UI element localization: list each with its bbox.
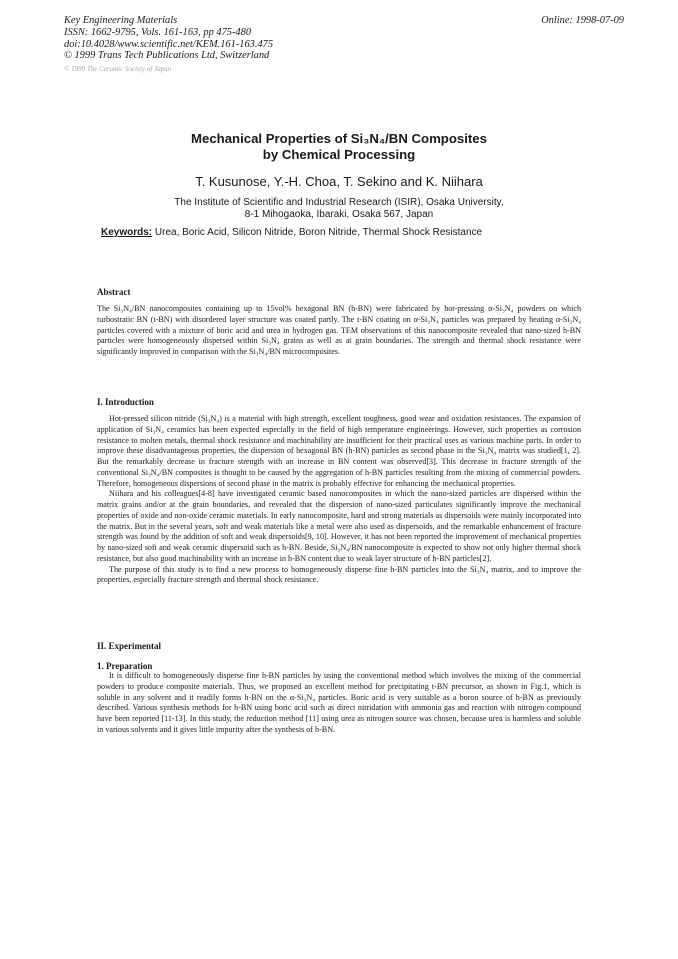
title-block [0, 131, 678, 220]
abstract-text [97, 304, 581, 358]
online-date: Online: 1998-07-09 [541, 15, 624, 26]
introduction-text [97, 414, 581, 586]
abstract-paragraph: The Si₃N₄/BN nanocomposites containing up to 15vol% hexagonal BN (h-BN) were fabricated by hot-pressing α-Si₃N₄ powders on which turbostratic BN (t-BN) with disordered layer structure was coated partly. The t-BN coating on α-Si₃N₄ particles was prepared by heating α-Si₃N₄ particles covered with a mixture of boric acid and urea in hydrogen gas. TEM observations of this nanocomposite revealed that nano-sized h-BN particles were homogeneously dispersed within Si₃N₄ grains as well as at grain boundaries. The strength and thermal shock resistance were significantly improved in comparison with the Si₃N₄/BN microcomposites. [97, 304, 581, 356]
paper-title-line1: Mechanical Properties of Si₃N₄/BN Composites [191, 131, 487, 146]
intro-paragraph-3: The purpose of this study is to find a new process to homogeneously disperse fine h-BN particles into the Si₃N₄ matrix, and to improve the properties, especially fracture strength and thermal shock resistance. [97, 564, 581, 585]
copyright-line: © 1999 Trans Tech Publications Ltd, Switzerland [64, 50, 270, 62]
issn-line: ISSN: 1662-9795, Vols. 161-163, pp 475-480 [64, 26, 252, 38]
experimental-text [97, 671, 581, 736]
author-list: T. Kusunose, Y.-H. Choa, T. Sekino and K. Niihara [195, 174, 483, 189]
doi-line[interactable]: doi:10.4028/www.scientific.net/KEM.161-163.475 [64, 38, 274, 50]
faint-copyright-line: © 1999 The Ceramic Society of Japan [64, 65, 172, 73]
paper-title-line2: by Chemical Processing [262, 147, 416, 162]
keywords-label: Keywords: [101, 227, 153, 238]
introduction-heading: I. Introduction [97, 397, 154, 407]
affiliation-line1: The Institute of Scientific and Industrial Research (ISIR), Osaka University, [174, 197, 504, 208]
abstract-heading: Abstract [97, 287, 131, 297]
experimental-heading: II. Experimental [97, 641, 161, 651]
keywords [101, 227, 482, 238]
preparation-subheading: 1. Preparation [97, 661, 153, 671]
journal-name: Key Engineering Materials [64, 15, 178, 26]
keywords-text: Urea, Boric Acid, Silicon Nitride, Boron Nitride, Thermal Shock Resistance [152, 227, 483, 238]
journal-header [64, 15, 624, 62]
affiliation-line2: 8-1 Mihogaoka, Ibaraki, Osaka 567, Japan [244, 209, 434, 220]
intro-paragraph-1: Hot-pressed silicon nitride (Si₃N₄) is a material with high strength, excellent toughness, good wear and oxidation resistances. The expansion of application of Si₃N₄ ceramics has been expected especially in the field of high temperature engineerings. However, such properties as corrosion resistance to molten metals, thermal shock resistance and machinability are insufficient for their practical uses as various machine parts. In order to improve these disadvantageous properties, the dispersion of hexagonal BN (h-BN) particles as second phase in the Si₃N₄ matrix was studied[1, 2]. But the remarkably decrease in fracture strength with an increase in BN content was observed[3]. This decrease in fracture strength of the conventional Si₃N₄/BN composites is thought to be caused by the aggregation of h-BN particles resulting from the mixing of commercial powders. Therefore, homogeneous dispersions of second phase in the matrix is probably effective for enhancing the mechanical properties. [97, 414, 581, 488]
intro-paragraph-2: Niihara and his colleagues[4-8] have investigated ceramic based nanocomposites in which the nano-sized particles are dispersed within the matrix grains and/or at the grain boundaries, and revealed that the dispersion of nano-sized particulates significantly improve the mechanical properties of oxide and non-oxide ceramic materials. In early nanocomposite, hard and strong materials as dispersoids were mainly incorporated into the matrix. But in the several years, soft and weak materials like a metal were also used as dispersoids, and the remarkable enhancement of fracture strength was found by the addition of soft and weak dispersoids[9, 10]. However, it has not been reported the improvement of mechanical properties by nano-sized soft and weak ceramic dispersoid such as h-BN. Beside, Si₃N₄/BN nanocomposite is expected to show not only higher thermal shock resistance, but also good machinability with an increase in h-BN content due to weak layer structure of h-BN particles[2]. [97, 489, 581, 563]
experimental-paragraph-1: It is difficult to homogeneously disperse fine h-BN particles by using the conventional method which involves the mixing of the commercial powders to produce composite materials. Thus, we proposed an excellent method for precipitating t-BN precursor, as shown in Fig.1, which is soluble in any solvent and it readily forms h-BN on the α-Si₃N₄ particles. Boric acid is very suitable as a boron source of h-BN as previously described. Various synthesis methods for h-BN using boric acid such as direct nitridation with ammonia gas and reaction with nitrogen compound have been reported [11-13]. In this study, the reduction method [11] using urea as nitrogen source was chosen, because urea is harmless and soluble in various solvents and it gives little impurity after the synthesis of h-BN. [97, 671, 581, 734]
